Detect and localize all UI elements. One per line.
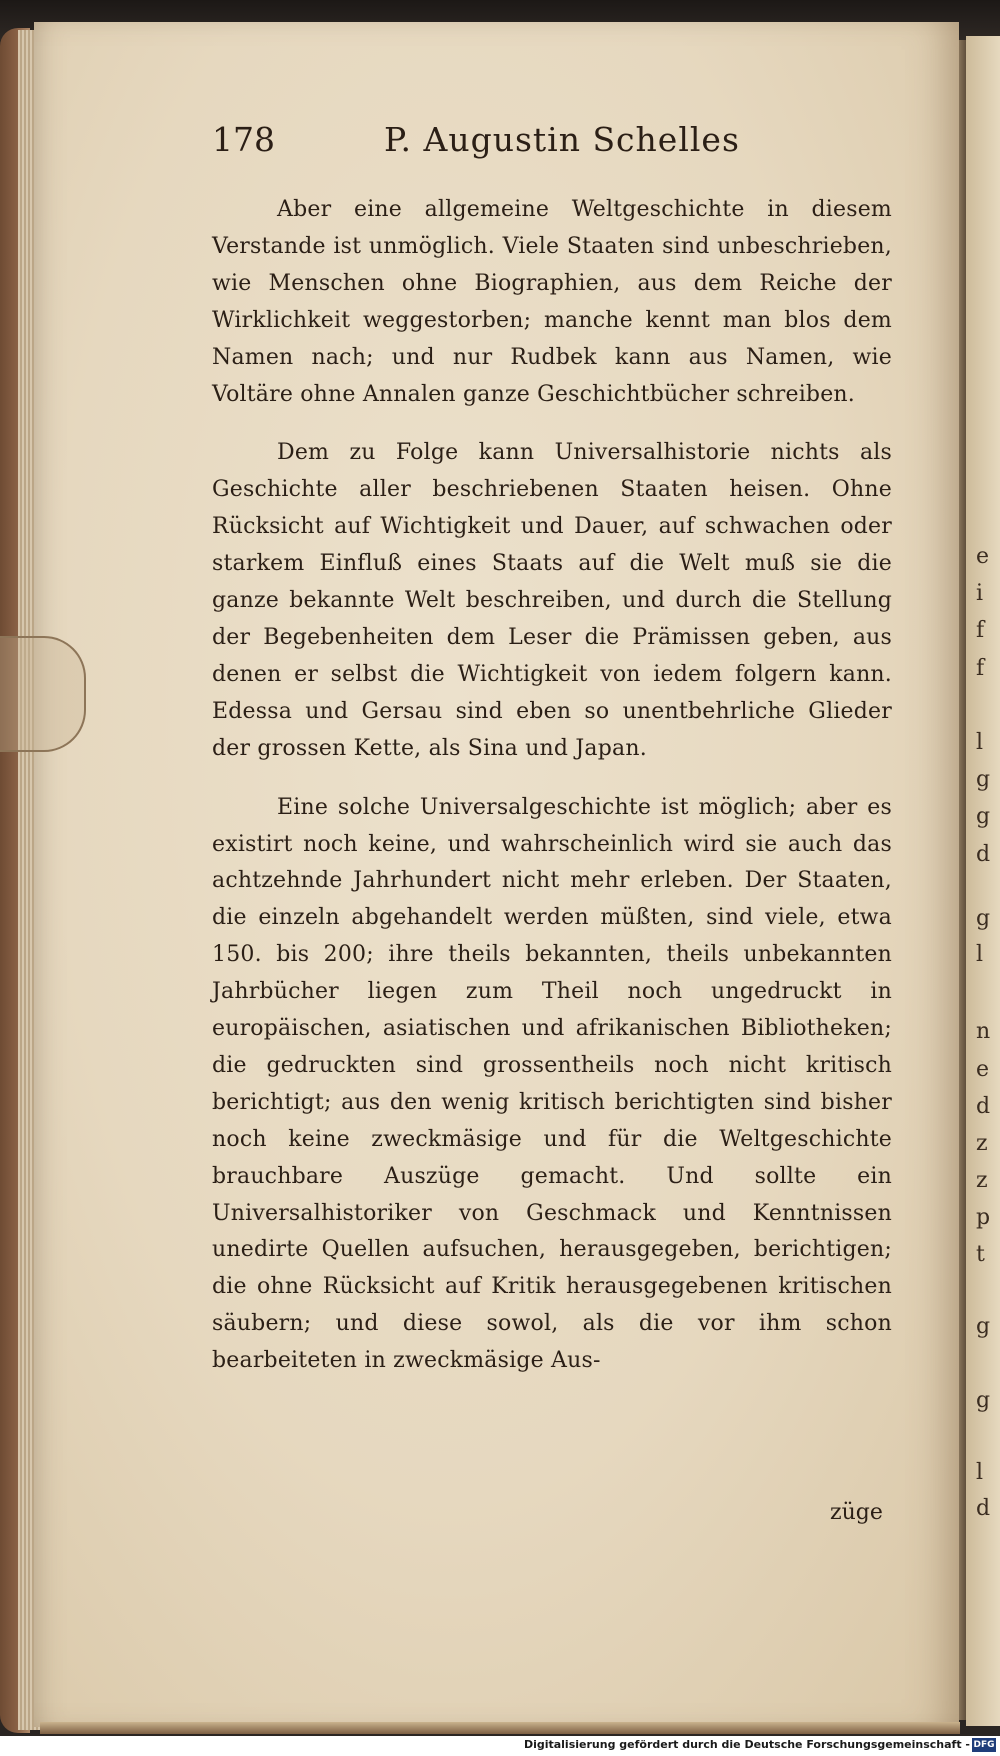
fragment-letter: g bbox=[976, 1388, 991, 1413]
body-text bbox=[212, 192, 892, 1402]
running-title: P. Augustin Schelles bbox=[384, 120, 740, 159]
facing-page-edge bbox=[966, 36, 1000, 1726]
fragment-letter: g bbox=[976, 804, 991, 829]
catchword: züge bbox=[830, 1500, 883, 1525]
fragment-letter: l bbox=[976, 1460, 984, 1485]
book-bottom-edge bbox=[40, 1722, 960, 1734]
fragment-letter: g bbox=[976, 1314, 991, 1339]
fragment-letter: z bbox=[976, 1168, 988, 1193]
dfg-logo: DFG bbox=[973, 1740, 995, 1750]
fragment-letter: f bbox=[976, 656, 985, 681]
fragment-letter: l bbox=[976, 730, 984, 755]
fragment-letter: g bbox=[976, 767, 991, 792]
fragment-letter: z bbox=[976, 1131, 988, 1156]
fragment-letter: e bbox=[976, 1057, 990, 1082]
fragment-letter: d bbox=[976, 842, 991, 867]
footer-credit: Digitalisierung gefördert durch die Deutsche Forschungsgemeinschaft - bbox=[523, 1738, 970, 1751]
paragraph: Eine solche Universalgeschichte ist möglich; aber es existirt noch keine, und wahrscheinlich wird sie auch das achtzehnde Jahrhundert nicht mehr erleben. Der Staaten, die einzeln abgehandelt werden müßten, sind viele, etwa 150. bis 200; ihre theils bekannten, theils unbekannten Jahrbücher liegen zum Theil noch ungedruckt in europäischen, asiatischen und afrikanischen Bibliotheken; die gedruckten sind grossentheils noch nicht kritisch berichtigt; aus den wenig kritisch berichtigten sind bisher noch keine zweckmäsige und für die Weltgeschichte brauchbare Auszüge gemacht. Und sollte ein Universalhistoriker von Geschmack und Kenntnissen unedirte Quellen aufsuchen, herausgegeben, berichtigen; die ohne Rücksicht auf Kritik herausgegebenen kritischen säubern; und diese sowol, als die vor ihm schon bearbeiteten in zweckmäsige Aus- bbox=[212, 794, 892, 1374]
paragraph: Aber eine allgemeine Weltgeschichte in diesem Verstande ist unmöglich. Viele Staaten sind unbeschrieben, wie Menschen ohne Biographien, aus dem Reiche der Wirklichkeit weggestorben; manche kennt man blos dem Namen nach; und nur Rudbek kann aus Namen, wie Voltäre ohne Annalen ganze Geschichtbücher schreiben. bbox=[212, 197, 892, 407]
fragment-letter: g bbox=[976, 906, 991, 931]
fragment-letter: d bbox=[976, 1094, 991, 1119]
page-number: 178 bbox=[212, 120, 275, 159]
fragment-letter: i bbox=[976, 581, 984, 606]
running-head bbox=[212, 120, 912, 170]
fragment-letter: d bbox=[976, 1496, 991, 1521]
fragment-letter: p bbox=[976, 1205, 991, 1230]
fragment-letter: t bbox=[976, 1242, 985, 1267]
fragment-letter: n bbox=[976, 1019, 991, 1044]
paragraph: Dem zu Folge kann Universalhistorie nichts als Geschichte aller beschriebenen Staaten heisen. Ohne Rücksicht auf Wichtigkeit und Dauer, auf schwachen oder starkem Einfluß eines Staats auf die Welt muß sie die ganze bekannte Welt beschreiben, und durch die Stellung der Begebenheiten dem Leser die Prämissen geben, aus denen er selbst die Wichtigkeit von iedem folgern kann. Edessa und Gersau sind eben so unentbehrliche Glieder der grossen Kette, als Sina und Japan. bbox=[212, 440, 892, 761]
fragment-letter: l bbox=[976, 942, 984, 967]
fragment-letter: f bbox=[976, 618, 985, 643]
bookmark-tab bbox=[0, 636, 86, 752]
fragment-letter: e bbox=[976, 544, 990, 569]
